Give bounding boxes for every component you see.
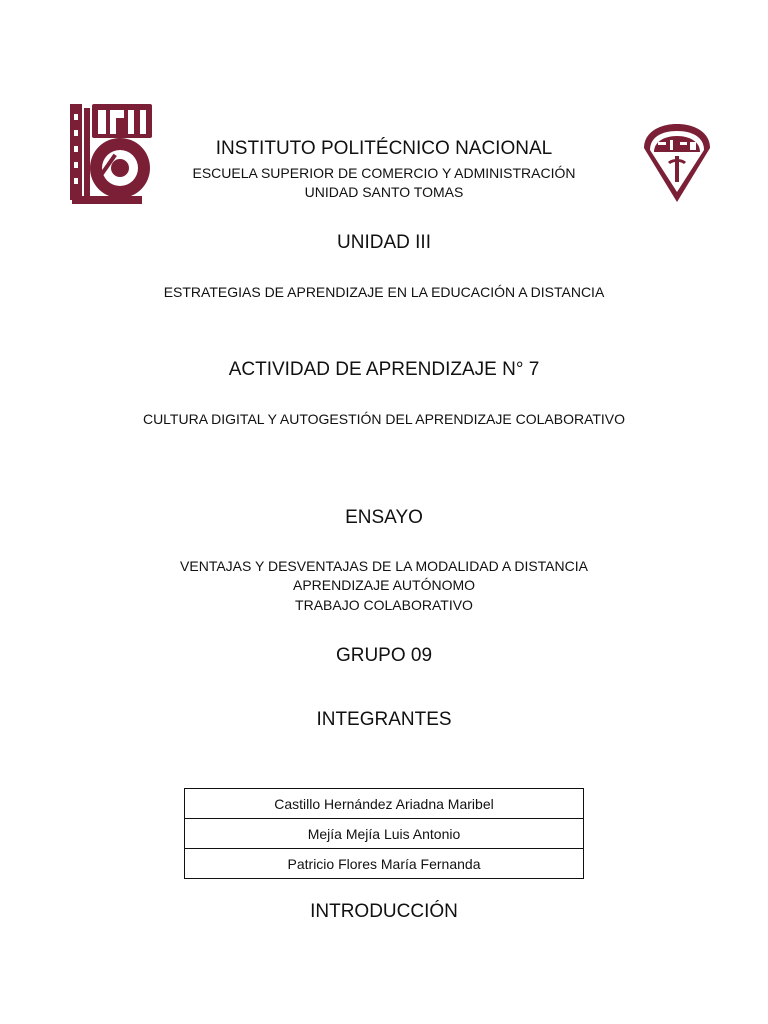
essay-title: ENSAYO (345, 507, 423, 528)
school-name: ESCUELA SUPERIOR DE COMERCIO Y ADMINISTRACIÓN (192, 165, 576, 181)
institution-title: INSTITUTO POLITÉCNICO NACIONAL (215, 138, 553, 159)
member-name: Patricio Flores María Fernanda (185, 849, 584, 879)
activity-subtitle: CULTURA DIGITAL Y AUTOGESTIÓN DEL APRENDIZAJE COLABORATIVO (142, 411, 626, 427)
group-title: GRUPO 09 (335, 645, 433, 666)
introduction-title: INTRODUCCIÓN (310, 901, 458, 922)
table-row (185, 789, 584, 819)
members-table (184, 788, 584, 879)
essay-line: TRABAJO COLABORATIVO (295, 597, 473, 613)
member-name: Castillo Hernández Ariadna Maribel (185, 789, 584, 819)
essay-line: VENTAJAS Y DESVENTAJAS DE LA MODALIDAD A DISTANCIA (180, 558, 588, 574)
activity-title: ACTIVIDAD DE APRENDIZAJE N° 7 (228, 359, 540, 380)
unit-subtitle: ESTRATEGIAS DE APRENDIZAJE EN LA EDUCACIÓN A DISTANCIA (163, 284, 605, 300)
members-title: INTEGRANTES (316, 709, 452, 730)
essay-line: APRENDIZAJE AUTÓNOMO (292, 577, 476, 593)
table-row (185, 849, 584, 879)
member-name: Mejía Mejía Luis Antonio (185, 819, 584, 849)
table-row (185, 819, 584, 849)
unit-title: UNIDAD III (337, 232, 431, 253)
campus-name: UNIDAD SANTO TOMAS (304, 184, 464, 200)
